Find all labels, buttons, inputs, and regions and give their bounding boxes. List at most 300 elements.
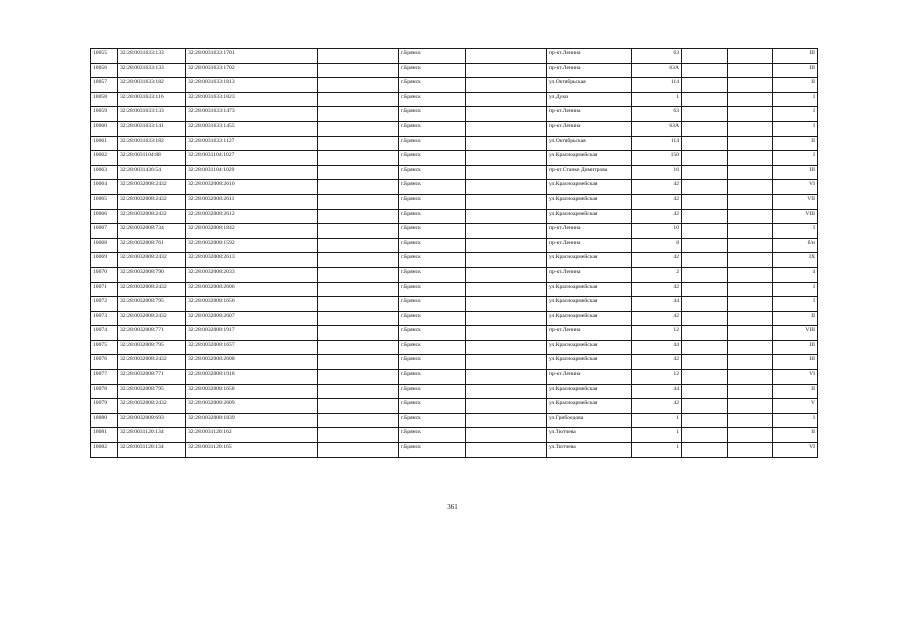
cell-land-cadastral-number: 32:28:0031120:134	[118, 443, 186, 458]
cell-house-number: 12	[632, 326, 682, 341]
table-row	[91, 180, 818, 195]
cell-land-cadastral-number: 32:28:0031633:133	[118, 107, 186, 122]
cell-record-number: 10055	[91, 49, 118, 64]
cell-empty	[318, 413, 399, 428]
cell-city: г.Брянск	[399, 49, 466, 64]
cell-object-cadastral-number: 32:28:0031633:1813	[186, 78, 318, 93]
cell-premises-number: VI	[773, 443, 818, 458]
cell-empty	[728, 340, 773, 355]
cell-empty	[682, 384, 728, 399]
cell-empty	[466, 224, 547, 239]
cell-house-number: 44	[632, 340, 682, 355]
cell-street: ул.Красноармейская	[547, 209, 632, 224]
cell-empty	[318, 238, 399, 253]
cell-house-number: 16	[632, 165, 682, 180]
cell-street: пр-кт.Ленина	[547, 63, 632, 78]
cell-record-number: 10061	[91, 136, 118, 151]
cell-premises-number: I	[773, 151, 818, 166]
cell-city: г.Брянск	[399, 370, 466, 385]
cell-city: г.Брянск	[399, 267, 466, 282]
cell-record-number: 10076	[91, 355, 118, 370]
cell-empty	[728, 326, 773, 341]
cell-empty	[466, 92, 547, 107]
cell-premises-number: б/н	[773, 238, 818, 253]
table-row	[91, 136, 818, 151]
cell-land-cadastral-number: 32:28:0032008:2432	[118, 282, 186, 297]
cell-record-number: 10075	[91, 340, 118, 355]
cell-city: г.Брянск	[399, 78, 466, 93]
cell-object-cadastral-number: 32:28:0032008:2612	[186, 209, 318, 224]
page-number: 361	[447, 503, 458, 511]
table-row	[91, 121, 818, 136]
cell-premises-number: III	[773, 63, 818, 78]
cell-house-number: 1	[632, 92, 682, 107]
cell-empty	[682, 428, 728, 443]
cell-empty	[466, 267, 547, 282]
cell-empty	[466, 370, 547, 385]
cell-street: ул.Красноармейская	[547, 253, 632, 268]
cell-empty	[682, 63, 728, 78]
cell-empty	[682, 78, 728, 93]
cell-empty	[682, 370, 728, 385]
cell-city: г.Брянск	[399, 63, 466, 78]
cell-object-cadastral-number: 32:28:0031104:1029	[186, 165, 318, 180]
cell-empty	[466, 443, 547, 458]
cell-premises-number: II	[773, 311, 818, 326]
cell-land-cadastral-number: 32:28:0031633:116	[118, 92, 186, 107]
cell-empty	[728, 384, 773, 399]
cell-object-cadastral-number: 32:28:0032008:2608	[186, 355, 318, 370]
cell-object-cadastral-number: 32:28:0031633:1823	[186, 92, 318, 107]
cell-street: ул.Красноармейская	[547, 151, 632, 166]
table-row	[91, 92, 818, 107]
cell-street: ул.Красноармейская	[547, 180, 632, 195]
table-row	[91, 209, 818, 224]
cell-empty	[728, 399, 773, 414]
registry-table	[90, 48, 818, 458]
cell-house-number: 8	[632, 238, 682, 253]
cell-street: ул.Тютчева	[547, 428, 632, 443]
cell-street: ул.Красноармейская	[547, 340, 632, 355]
cell-premises-number: I	[773, 224, 818, 239]
cell-empty	[682, 209, 728, 224]
cell-house-number: 44	[632, 297, 682, 312]
cell-empty	[682, 224, 728, 239]
cell-premises-number: 4	[773, 267, 818, 282]
cell-object-cadastral-number: 32:28:0031633:1473	[186, 107, 318, 122]
cell-object-cadastral-number: 32:28:0032008:2609	[186, 399, 318, 414]
cell-premises-number: I	[773, 413, 818, 428]
cell-land-cadastral-number: 32:28:0032008:790	[118, 267, 186, 282]
cell-empty	[682, 340, 728, 355]
cell-empty	[728, 63, 773, 78]
table-row	[91, 49, 818, 64]
cell-street: пр-кт.Ленина	[547, 224, 632, 239]
cell-house-number: 42	[632, 253, 682, 268]
cell-street: ул.Красноармейская	[547, 399, 632, 414]
cell-record-number: 10057	[91, 78, 118, 93]
cell-street: ул.Красноармейская	[547, 282, 632, 297]
cell-city: г.Брянск	[399, 136, 466, 151]
cell-empty	[466, 428, 547, 443]
cell-empty	[466, 413, 547, 428]
cell-object-cadastral-number: 32:28:0032008:2607	[186, 311, 318, 326]
cell-house-number: 42	[632, 399, 682, 414]
cell-premises-number: II	[773, 136, 818, 151]
cell-record-number: 10062	[91, 151, 118, 166]
cell-empty	[318, 209, 399, 224]
table-row	[91, 78, 818, 93]
cell-empty	[318, 311, 399, 326]
cell-land-cadastral-number: 32:28:0032008:693	[118, 413, 186, 428]
cell-house-number: 44	[632, 384, 682, 399]
cell-empty	[466, 253, 547, 268]
cell-city: г.Брянск	[399, 151, 466, 166]
cell-house-number: 12	[632, 370, 682, 385]
cell-empty	[682, 92, 728, 107]
table-row	[91, 443, 818, 458]
cell-house-number: 63А	[632, 63, 682, 78]
table-row	[91, 428, 818, 443]
cell-empty	[318, 267, 399, 282]
cell-street: ул.Красноармейская	[547, 384, 632, 399]
cell-empty	[466, 151, 547, 166]
cell-empty	[682, 399, 728, 414]
table-row	[91, 224, 818, 239]
cell-house-number: 2	[632, 267, 682, 282]
cell-empty	[728, 238, 773, 253]
cell-empty	[466, 78, 547, 93]
cell-premises-number: VIII	[773, 326, 818, 341]
cell-object-cadastral-number: 32:28:0031120:165	[186, 443, 318, 458]
cell-street: ул.Красноармейская	[547, 194, 632, 209]
cell-object-cadastral-number: 32:28:0032008:1918	[186, 370, 318, 385]
cell-record-number: 10067	[91, 224, 118, 239]
cell-city: г.Брянск	[399, 180, 466, 195]
cell-record-number: 10071	[91, 282, 118, 297]
cell-object-cadastral-number: 32:28:0031633:1702	[186, 63, 318, 78]
cell-empty	[682, 107, 728, 122]
cell-empty	[728, 443, 773, 458]
cell-city: г.Брянск	[399, 92, 466, 107]
cell-house-number: 63	[632, 49, 682, 64]
cell-object-cadastral-number: 32:28:0032008:1658	[186, 384, 318, 399]
cell-street: ул.Грибоедова	[547, 413, 632, 428]
cell-street: ул.Красноармейская	[547, 297, 632, 312]
cell-street: пр-кт.Ленина	[547, 238, 632, 253]
cell-record-number: 10064	[91, 180, 118, 195]
cell-empty	[318, 136, 399, 151]
cell-house-number: 42	[632, 194, 682, 209]
cell-house-number: 42	[632, 282, 682, 297]
table-row	[91, 355, 818, 370]
cell-empty	[728, 297, 773, 312]
cell-land-cadastral-number: 32:28:0031633:182	[118, 78, 186, 93]
cell-object-cadastral-number: 32:28:0032008:2606	[186, 282, 318, 297]
cell-empty	[728, 370, 773, 385]
cell-empty	[728, 224, 773, 239]
cell-empty	[466, 49, 547, 64]
cell-land-cadastral-number: 32:28:0032008:2432	[118, 311, 186, 326]
cell-empty	[682, 326, 728, 341]
cell-premises-number: III	[773, 340, 818, 355]
cell-street: пр-кт.Ленина	[547, 326, 632, 341]
cell-empty	[728, 121, 773, 136]
cell-empty	[318, 151, 399, 166]
cell-empty	[318, 384, 399, 399]
cell-house-number: 1	[632, 413, 682, 428]
cell-empty	[728, 107, 773, 122]
cell-house-number: 63	[632, 107, 682, 122]
cell-premises-number: I	[773, 297, 818, 312]
cell-object-cadastral-number: 32:28:0032008:1592	[186, 238, 318, 253]
table-row	[91, 340, 818, 355]
cell-empty	[682, 136, 728, 151]
cell-land-cadastral-number: 32:28:0032008:795	[118, 297, 186, 312]
cell-empty	[682, 311, 728, 326]
cell-city: г.Брянск	[399, 121, 466, 136]
cell-premises-number: II	[773, 384, 818, 399]
cell-land-cadastral-number: 32:28:0032008:2432	[118, 355, 186, 370]
cell-empty	[682, 297, 728, 312]
cell-street: пр-кт.Ленина	[547, 49, 632, 64]
cell-city: г.Брянск	[399, 107, 466, 122]
cell-empty	[466, 282, 547, 297]
cell-land-cadastral-number: 32:28:0031633:133	[118, 49, 186, 64]
cell-premises-number: VIII	[773, 209, 818, 224]
cell-object-cadastral-number: 32:28:0031633:1455	[186, 121, 318, 136]
cell-empty	[318, 355, 399, 370]
table-row	[91, 165, 818, 180]
cell-record-number: 10066	[91, 209, 118, 224]
cell-premises-number: V	[773, 399, 818, 414]
cell-street: ул.Красноармейская	[547, 311, 632, 326]
cell-empty	[728, 355, 773, 370]
cell-city: г.Брянск	[399, 209, 466, 224]
cell-record-number: 10078	[91, 384, 118, 399]
cell-house-number: 114	[632, 136, 682, 151]
registry-table-body	[91, 49, 818, 458]
cell-land-cadastral-number: 32:28:0031436:54	[118, 165, 186, 180]
cell-city: г.Брянск	[399, 399, 466, 414]
cell-land-cadastral-number: 32:28:0032008:734	[118, 224, 186, 239]
cell-empty	[466, 165, 547, 180]
cell-premises-number: I	[773, 121, 818, 136]
table-row	[91, 238, 818, 253]
cell-empty	[318, 63, 399, 78]
cell-premises-number: VII	[773, 194, 818, 209]
cell-record-number: 10058	[91, 92, 118, 107]
cell-empty	[682, 355, 728, 370]
cell-empty	[466, 209, 547, 224]
cell-house-number: 42	[632, 311, 682, 326]
cell-empty	[318, 340, 399, 355]
cell-street: пр-кт.Ленина	[547, 267, 632, 282]
cell-land-cadastral-number: 32:28:0032008:2432	[118, 194, 186, 209]
cell-empty	[466, 355, 547, 370]
table-row	[91, 326, 818, 341]
cell-object-cadastral-number: 32:28:0031633:1701	[186, 49, 318, 64]
cell-object-cadastral-number: 32:28:0032008:1656	[186, 297, 318, 312]
cell-empty	[728, 165, 773, 180]
cell-street: ул.Красноармейская	[547, 355, 632, 370]
cell-object-cadastral-number: 32:28:0032008:2033	[186, 267, 318, 282]
cell-land-cadastral-number: 32:28:0032008:771	[118, 370, 186, 385]
cell-city: г.Брянск	[399, 297, 466, 312]
cell-record-number: 10081	[91, 428, 118, 443]
cell-city: г.Брянск	[399, 165, 466, 180]
table-row	[91, 267, 818, 282]
cell-empty	[318, 428, 399, 443]
cell-empty	[466, 63, 547, 78]
table-row	[91, 282, 818, 297]
cell-land-cadastral-number: 32:28:0032008:2432	[118, 209, 186, 224]
cell-premises-number: VI	[773, 370, 818, 385]
cell-empty	[318, 224, 399, 239]
cell-empty	[466, 121, 547, 136]
cell-house-number: 10	[632, 224, 682, 239]
cell-record-number: 10068	[91, 238, 118, 253]
cell-street: пр-кт.Станке Димитрова	[547, 165, 632, 180]
cell-empty	[466, 194, 547, 209]
cell-street: пр-кт.Ленина	[547, 107, 632, 122]
cell-city: г.Брянск	[399, 428, 466, 443]
cell-empty	[466, 107, 547, 122]
cell-premises-number: I	[773, 282, 818, 297]
cell-city: г.Брянск	[399, 326, 466, 341]
cell-empty	[682, 194, 728, 209]
cell-land-cadastral-number: 32:28:0032008:761	[118, 238, 186, 253]
cell-empty	[318, 92, 399, 107]
cell-land-cadastral-number: 32:28:0031633:141	[118, 121, 186, 136]
cell-premises-number: I	[773, 107, 818, 122]
cell-record-number: 10072	[91, 297, 118, 312]
cell-premises-number: III	[773, 165, 818, 180]
cell-record-number: 10063	[91, 165, 118, 180]
cell-street: ул.Дуки	[547, 92, 632, 107]
cell-empty	[318, 326, 399, 341]
cell-empty	[466, 384, 547, 399]
cell-object-cadastral-number: 32:28:0031120:162	[186, 428, 318, 443]
cell-house-number: 1	[632, 443, 682, 458]
cell-house-number: 42	[632, 209, 682, 224]
cell-record-number: 10074	[91, 326, 118, 341]
cell-empty	[728, 282, 773, 297]
cell-empty	[728, 428, 773, 443]
table-row	[91, 253, 818, 268]
cell-empty	[318, 194, 399, 209]
cell-object-cadastral-number: 32:28:0031633:1127	[186, 136, 318, 151]
cell-street: пр-кт.Ленина	[547, 121, 632, 136]
table-row	[91, 413, 818, 428]
cell-house-number: 63А	[632, 121, 682, 136]
cell-city: г.Брянск	[399, 282, 466, 297]
cell-record-number: 10059	[91, 107, 118, 122]
cell-city: г.Брянск	[399, 413, 466, 428]
cell-record-number: 10069	[91, 253, 118, 268]
cell-empty	[728, 49, 773, 64]
cell-empty	[682, 121, 728, 136]
cell-object-cadastral-number: 32:28:0031104:1027	[186, 151, 318, 166]
cell-premises-number: III	[773, 49, 818, 64]
cell-empty	[682, 267, 728, 282]
table-row	[91, 107, 818, 122]
cell-land-cadastral-number: 32:28:0031120:134	[118, 428, 186, 443]
cell-premises-number: III	[773, 355, 818, 370]
table-row	[91, 311, 818, 326]
cell-street: ул.Октябрьская	[547, 136, 632, 151]
cell-house-number: 114	[632, 78, 682, 93]
cell-record-number: 10065	[91, 194, 118, 209]
cell-record-number: 10082	[91, 443, 118, 458]
cell-record-number: 10073	[91, 311, 118, 326]
cell-empty	[728, 92, 773, 107]
cell-street: пр-кт.Ленина	[547, 370, 632, 385]
cell-premises-number: II	[773, 428, 818, 443]
cell-object-cadastral-number: 32:28:0032008:2613	[186, 253, 318, 268]
cell-record-number: 10080	[91, 413, 118, 428]
table-row	[91, 370, 818, 385]
cell-city: г.Брянск	[399, 253, 466, 268]
cell-land-cadastral-number: 32:28:0032008:2432	[118, 399, 186, 414]
cell-land-cadastral-number: 32:28:0032008:795	[118, 384, 186, 399]
cell-record-number: 10060	[91, 121, 118, 136]
cell-empty	[466, 238, 547, 253]
cell-premises-number: I	[773, 92, 818, 107]
cell-object-cadastral-number: 32:28:0032008:1842	[186, 224, 318, 239]
cell-object-cadastral-number: 32:28:0032008:1917	[186, 326, 318, 341]
cell-empty	[728, 151, 773, 166]
cell-empty	[728, 194, 773, 209]
table-row	[91, 384, 818, 399]
cell-premises-number: VI	[773, 180, 818, 195]
cell-empty	[728, 180, 773, 195]
table-row	[91, 63, 818, 78]
cell-empty	[728, 209, 773, 224]
cell-premises-number: II	[773, 78, 818, 93]
cell-empty	[466, 399, 547, 414]
cell-empty	[728, 413, 773, 428]
cell-city: г.Брянск	[399, 340, 466, 355]
table-row	[91, 151, 818, 166]
cell-land-cadastral-number: 32:28:0031104:88	[118, 151, 186, 166]
cell-empty	[682, 443, 728, 458]
cell-city: г.Брянск	[399, 194, 466, 209]
cell-city: г.Брянск	[399, 224, 466, 239]
cell-empty	[682, 180, 728, 195]
cell-house-number: 42	[632, 180, 682, 195]
cell-empty	[682, 282, 728, 297]
cell-premises-number: IX	[773, 253, 818, 268]
cell-object-cadastral-number: 32:28:0032008:2610	[186, 180, 318, 195]
cell-street: ул.Тютчева	[547, 443, 632, 458]
cell-house-number: 150	[632, 151, 682, 166]
cell-house-number: 1	[632, 428, 682, 443]
cell-empty	[682, 238, 728, 253]
cell-empty	[318, 78, 399, 93]
cell-empty	[728, 311, 773, 326]
cell-city: г.Брянск	[399, 238, 466, 253]
cell-empty	[318, 165, 399, 180]
cell-empty	[728, 253, 773, 268]
cell-land-cadastral-number: 32:28:0032008:771	[118, 326, 186, 341]
cell-empty	[728, 78, 773, 93]
cell-record-number: 10056	[91, 63, 118, 78]
cell-city: г.Брянск	[399, 443, 466, 458]
cell-street: ул.Октябрьская	[547, 78, 632, 93]
cell-land-cadastral-number: 32:28:0032008:795	[118, 340, 186, 355]
cell-empty	[318, 180, 399, 195]
